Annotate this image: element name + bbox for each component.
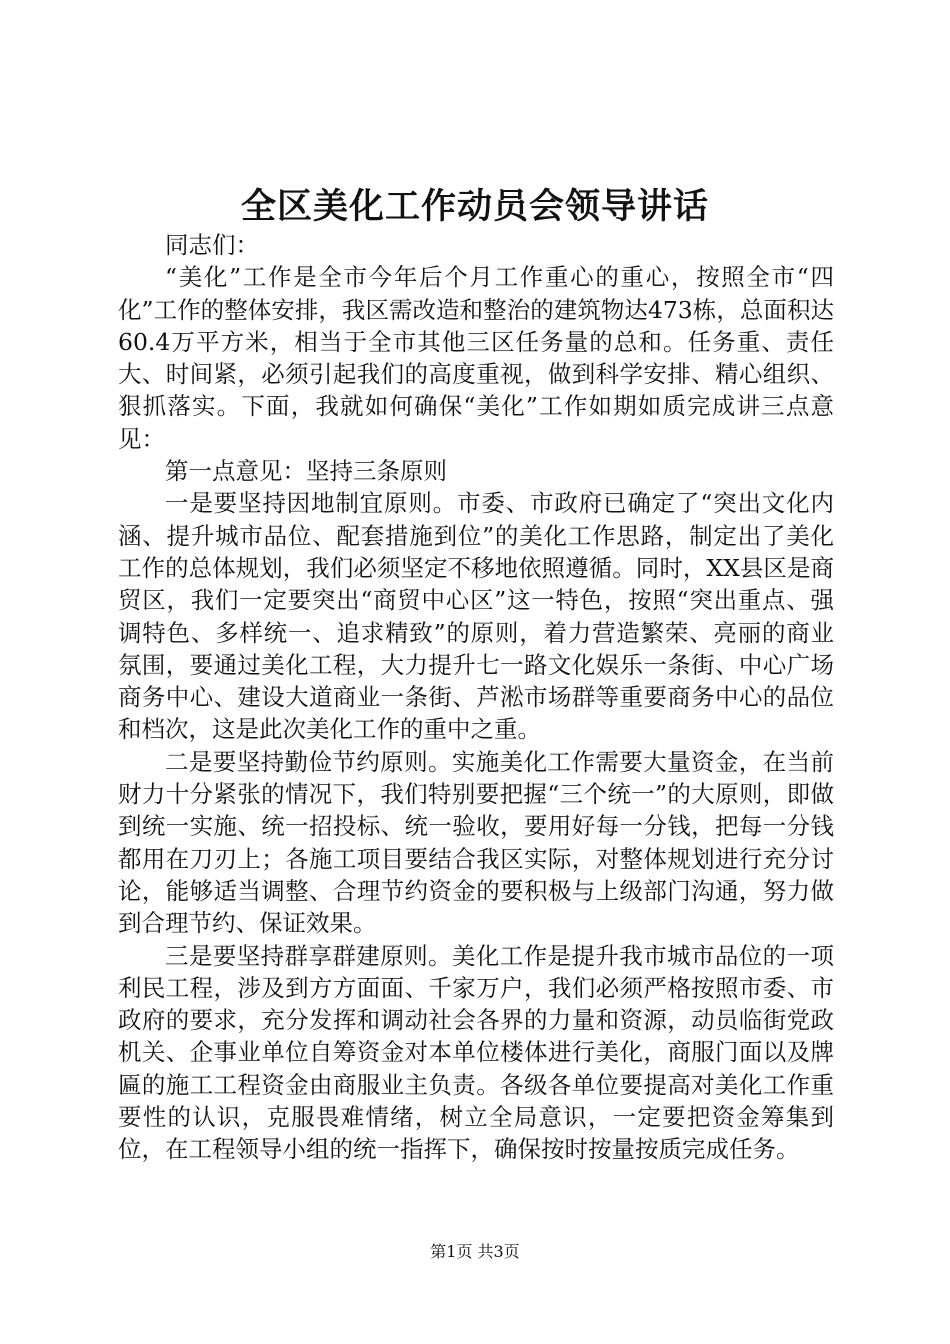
principle-one-paragraph: 一是要坚持因地制宜原则。市委、市政府已确定了“突出文化内涵、提升城市品位、配套措施到位”的美化工作思路，制定出了美化工作的总体规划，我们必须坚定不移地依照遵循。同时，XX县区是商贸区，我们一定要突出“商贸中心区”这一特色，按照“突出重点、强调特色、多样统一、追求精致”的原则，着力营造繁荣、亮丽的商业氛围，要通过美化工程，大力提升七一路文化娱乐一条街、中心广场商务中心、建设大道商业一条街、芦淞市场群等重要商务中心的品位和档次，这是此次美化工作的重中之重。: [118, 489, 834, 744]
salutation-paragraph: 同志们：: [165, 231, 259, 259]
document-body: [118, 229, 834, 1166]
principle-two-paragraph: 二是要坚持勤俭节约原则。实施美化工作需要大量资金，在当前财力十分紧张的情况下，我们特别要把握“三个统一”的大原则，即做到统一实施、统一招投标、统一验收，要用好每一分钱，把每一分钱都用在刀刃上；各施工项目要结合我区实际，对整体规划进行充分讨论，能够适当调整、合理节约资金的要积极与上级部门沟通，努力做到合理节约、保证效果。: [118, 747, 834, 938]
intro-paragraph: “美化”工作是全市今年后个月工作重心的重心，按照全市“四化”工作的整体安排，我区需改造和整治的建筑物达473栋，总面积达60.4万平方米，相当于全市其他三区任务量的总和。任务重、责任大、时间紧，必须引起我们的高度重视，做到科学安排、精心组织、狠抓落实。下面，我就如何确保“美化”工作如期如质完成讲三点意见：: [118, 263, 834, 453]
section-heading: 第一点意见：坚持三条原则: [165, 457, 447, 486]
document-title: 全区美化工作动员会领导讲话: [240, 187, 709, 227]
principle-three-paragraph: 三是要坚持群享群建原则。美化工作是提升我市城市品位的一项利民工程，涉及到方方面面、千家万户，我们必须严格按照市委、市政府的要求，充分发挥和调动社会各界的力量和资源，动员临街党政机关、企事业单位自筹资金对本单位楼体进行美化，商服门面以及牌匾的施工工程资金由商服业主负责。各级各单位要提高对美化工作重要性的认识，克服畏难情绪，树立全局意识，一定要把资金筹集到位，在工程领导小组的统一指挥下，确保按时按量按质完成任务。: [118, 941, 834, 1164]
page-number-footer: 第1页 共3页: [430, 1242, 520, 1261]
